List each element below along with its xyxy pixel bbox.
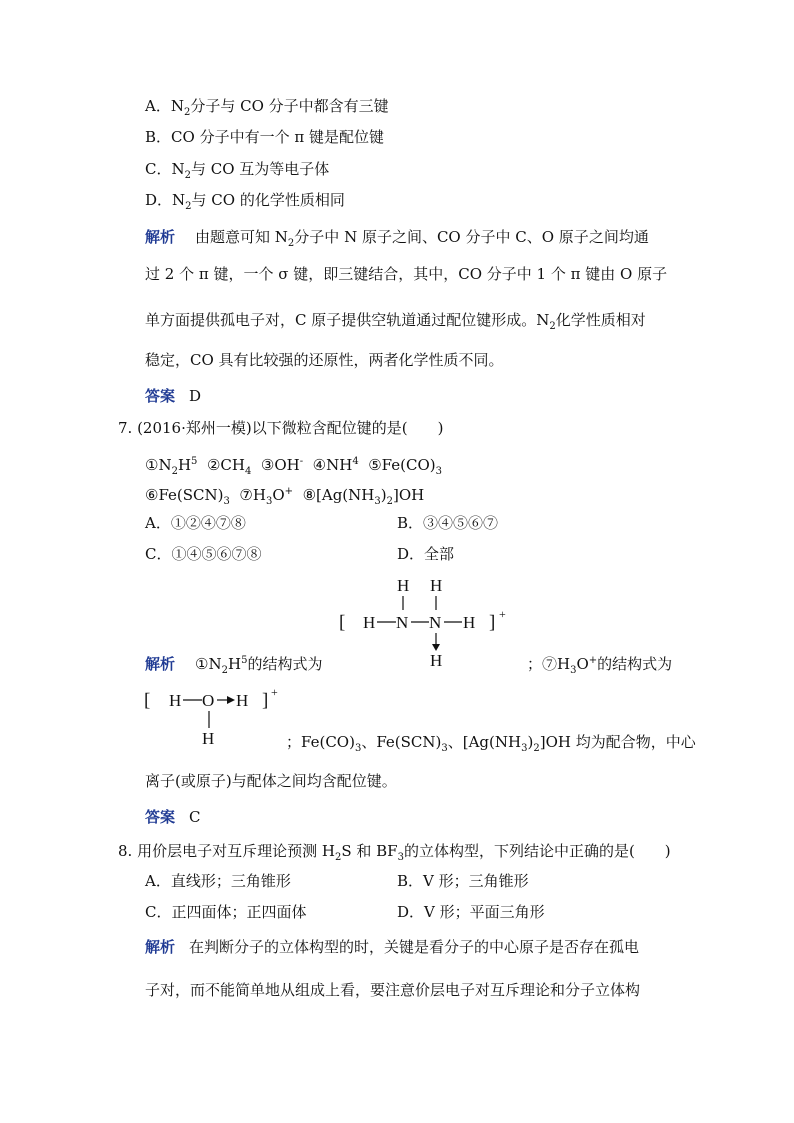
q6-option-a: A．$N_2$分子与 CO 分子中都含有三键 (145, 97, 389, 118)
q7-items-row-2: $⑥Fe(SCN)_3$ $⑦H_3O^+$ $⑧[Ag(NH_3)_2]OH$ (145, 486, 425, 507)
atom-h: H (430, 576, 443, 595)
atom-h: H (236, 691, 249, 710)
q8-option-c: C．正四面体；正四面体 (145, 903, 307, 921)
q8-explanation-label: 解析 (145, 938, 176, 956)
q8-explanation-line-2: 子对，而不能简单地从组成上看，要注意价层电子对互斥理论和分子立体构 (145, 981, 641, 999)
q6-explanation-line-4: 稳定，CO 具有比较强的还原性，两者化学性质不同。 (145, 351, 504, 369)
bracket-right: ] (262, 690, 269, 711)
bracket-left: [ (144, 690, 151, 711)
charge-plus: + (499, 607, 506, 621)
q8-explanation-line-1: 解析 在判断分子的立体构型的时，关键是看分子的中心原子是否存在孤电 (145, 938, 640, 956)
q8-option-b: B．V 形；三角锥形 (397, 872, 529, 890)
h3o-structure (140, 684, 290, 750)
q7-explanation-line-3: 离子(或原子)与配体之间均含配位键。 (145, 772, 397, 790)
q6-option-d: D．$N_2$与 CO 的化学性质相同 (145, 191, 345, 212)
q7-option-d: D．全部 (397, 545, 455, 563)
n2h5-structure (335, 572, 525, 672)
atom-h: H (169, 691, 182, 710)
q7-explanation-line-2: ；$Fe(CO)_3$、$Fe(SCN)_3$、$[Ag(NH_3)_2]OH$ 均为配合物，中心 (286, 733, 696, 754)
q6-option-b: B．CO 分子中有一个 π 键是配位键 (145, 128, 384, 146)
atom-h: H (463, 613, 476, 632)
q6-explanation-line-2: 过 2 个 π 键，一个 σ 键，即三键结合，其中，CO 分子中 1 个 π 键由 O 原子 (145, 265, 668, 283)
q7-answer: 答案 C (145, 808, 201, 826)
q7-option-b: B．③④⑤⑥⑦ (397, 514, 499, 532)
q6-explanation-line-3: 单方面提供孤电子对，C 原子提供空轨道通过配位键形成。$N_2$化学性质相对 (145, 311, 646, 332)
q7-option-c: C．①④⑤⑥⑦⑧ (145, 545, 262, 563)
q7-explanation-line-1: 解析 $①N_2H^5$的结构式为 (145, 655, 323, 676)
atom-o: O (202, 691, 215, 710)
atom-n: N (429, 613, 442, 632)
q6-explanation-line-1: 解析 由题意可知 $N_2$分子中 N 原子之间、CO 分子中 C、O 原子之间均通 (145, 228, 649, 249)
bracket-left: [ (339, 612, 346, 633)
q6-answer-label: 答案 (145, 387, 176, 405)
q7-items-row-1: $①N_2H^5$ $②CH_4$ ③OH- $④NH^4$ $⑤Fe(CO)_3$ (145, 456, 442, 477)
q7-explanation-label: 解析 (145, 655, 176, 673)
q8-stem: 8. 用价层电子对互斥理论预测 $H_2S$ 和 $BF_3$的立体构型，下列结论中正确的是( ) (118, 842, 671, 863)
q7-answer-label: 答案 (145, 808, 176, 826)
atom-h: H (430, 651, 443, 670)
q6-explanation-label: 解析 (145, 228, 176, 246)
charge-plus: + (271, 685, 278, 699)
q6-option-c: C．$N_2$与 CO 互为等电子体 (145, 160, 330, 181)
atom-h: H (397, 576, 410, 595)
atom-h: H (202, 729, 215, 748)
q8-option-d: D．V 形；平面三角形 (397, 903, 545, 921)
q7-option-a: A．①②④⑦⑧ (145, 514, 246, 532)
atom-h: H (363, 613, 376, 632)
atom-n: N (396, 613, 409, 632)
q8-option-a: A．直线形；三角锥形 (145, 872, 291, 890)
bracket-right: ] (489, 612, 496, 633)
q7-explanation-line-1-right: ；$⑦H_3O^+$的结构式为 (527, 655, 673, 676)
arrow-head (227, 696, 235, 704)
q7-stem: 7. (2016·郑州一模)以下微粒含配位键的是( ) (118, 419, 444, 437)
arrow-head (432, 644, 440, 651)
q6-answer: 答案 D (145, 387, 202, 405)
